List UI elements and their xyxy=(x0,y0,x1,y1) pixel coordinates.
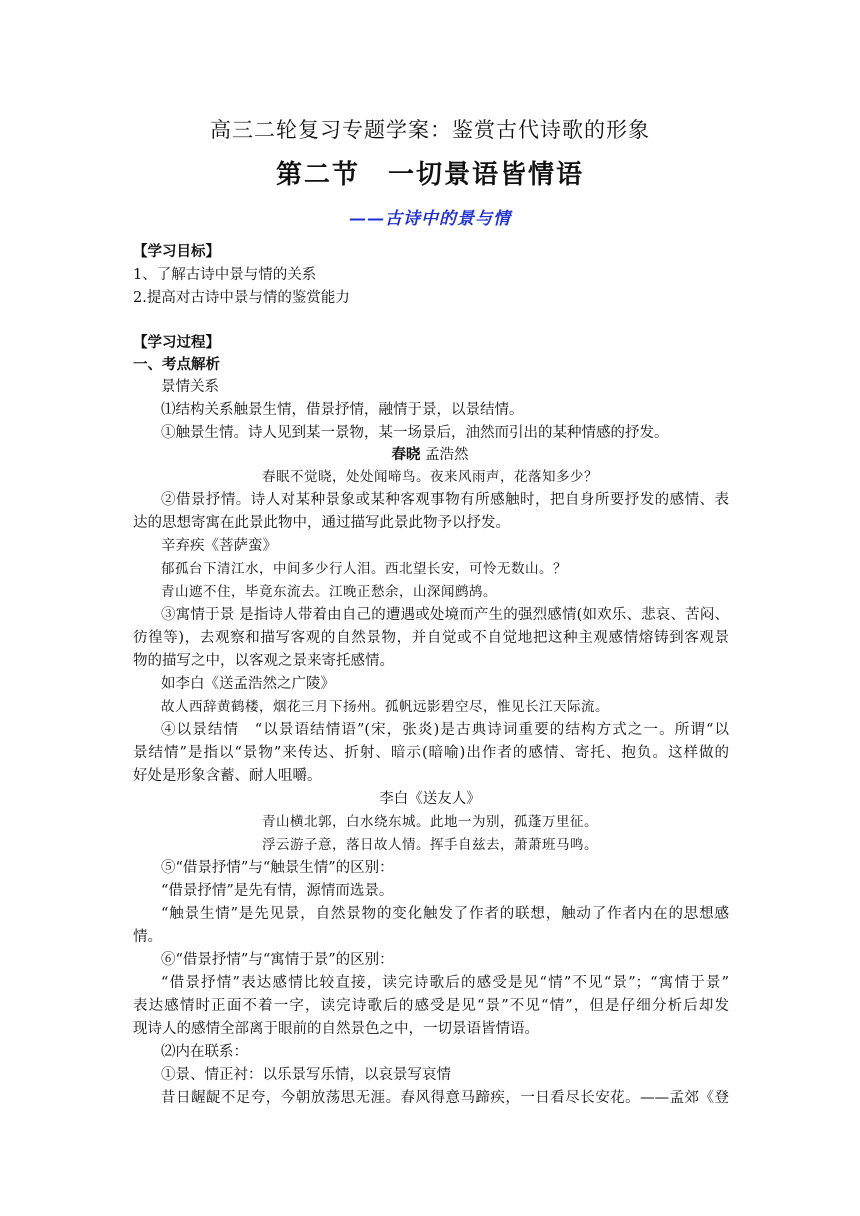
paragraph: ①触景生情。诗人见到某一景物，某一场景后，油然而引出的某种情感的抒发。 xyxy=(161,425,669,441)
part-heading: 一、考点解析 xyxy=(133,356,220,373)
poem-title: 春晓 xyxy=(391,446,421,463)
objectives-heading: 【学习目标】 xyxy=(133,243,220,260)
poem-line: 春眠不觉晓，处处闻啼鸟。夜来风雨声，花落知多少？ xyxy=(262,469,598,485)
paragraph: 情。 xyxy=(133,929,162,945)
poem-heading xyxy=(0,444,860,466)
section-title: 第二节 一切景语皆情语 xyxy=(275,160,584,190)
paragraph: ②借景抒情。诗人对某种景象或某种客观事物有所感触时，把自身所要抒发的感情、表 xyxy=(161,492,729,508)
objective-item: 1、了解古诗中景与情的关系 xyxy=(133,267,317,283)
process-heading: 【学习过程】 xyxy=(133,334,220,351)
paragraph: 达的思想寄寓在此景此物中，通过描写此景此物予以抒发。 xyxy=(133,515,510,531)
paragraph: 景结情”是指以“景物”来传达、折射、暗示(暗喻)出作者的感情、寄托、抱负。这样做的 xyxy=(133,745,729,761)
paragraph: 好处是形象含蓄、耐人咀嚼。 xyxy=(133,768,322,784)
paragraph: ⑴结构关系触景生情，借景抒情，融情于景，以景结情。 xyxy=(161,402,524,418)
paragraph: “触景生情”是先见景，自然景物的变化触发了作者的联想，触动了作者内在的思想感 xyxy=(161,906,729,922)
topic-label: 景情关系 xyxy=(161,379,219,395)
poem-title: 如李白《送孟浩然之广陵》 xyxy=(161,676,335,692)
paragraph: “借景抒情”表达感情比较直接，读完诗歌后的感受是见“情”不见“景”；“寓情于景” xyxy=(161,975,729,991)
paragraph: 物的描写之中，以客观之景来寄托感情。 xyxy=(133,653,394,669)
poem-line: 浮云游子意，落日故人情。挥手自兹去，萧萧班马鸣。 xyxy=(262,837,598,853)
poem-line: 故人西辞黄鹤楼，烟花三月下扬州。孤帆远影碧空尽，惟见长江天际流。 xyxy=(161,699,609,715)
document-title: 高三二轮复习专题学案：鉴赏古代诗歌的形象 xyxy=(210,118,650,142)
poem-line: 青山横北郭，白水绕东城。此地一为别，孤蓬万里征。 xyxy=(262,814,598,830)
paragraph: “借景抒情”是先有情，源情而选景。 xyxy=(161,883,394,899)
paragraph: 彷徨等)，去观察和描写客观的自然景物，并自觉或不自觉地把这种主观感情熔铸到客观景 xyxy=(133,630,729,646)
poem-author: 孟浩然 xyxy=(425,447,469,463)
paragraph: ③寓情于景 是指诗人带着由自己的遭遇或处境而产生的强烈感情(如欢乐、悲哀、苦闷、 xyxy=(161,607,729,623)
subtitle: ——古诗中的景与情 xyxy=(349,209,511,229)
paragraph: ⑥“借景抒情”与“寓情于景”的区别： xyxy=(161,952,394,968)
paragraph: 现诗人的感情全部离于眼前的自然景色之中，一切景语皆情语。 xyxy=(133,1021,539,1037)
paragraph: 表达感情时正面不着一字，读完诗歌后的感受是见“景”不见“情”，但是仔细分析后却发 xyxy=(133,998,729,1014)
paragraph: 昔日龌龊不足夸，今朝放荡思无涯。春风得意马蹄疾，一日看尽长安花。——孟郊《登 xyxy=(161,1090,729,1106)
paragraph: ④以景结情 “以景语结情语”(宋，张炎)是古典诗词重要的结构方式之一。所谓“以 xyxy=(161,722,729,738)
paragraph: ⑤“借景抒情”与“触景生情”的区别： xyxy=(161,860,394,876)
objective-item: 2.提高对古诗中景与情的鉴赏能力 xyxy=(133,290,350,306)
paragraph: ①景、情正衬：以乐景写乐情，以哀景写哀情 xyxy=(161,1067,451,1083)
paragraph: ⑵内在联系： xyxy=(161,1044,248,1060)
poem-title: 李白《送友人》 xyxy=(379,791,481,807)
poem-line: 青山遮不住，毕竟东流去。江晚正愁余，山深闻鹧鸪。 xyxy=(161,584,497,600)
poem-title: 辛弃疾《菩萨蛮》 xyxy=(161,538,277,554)
poem-line: 郁孤台下清江水，中间多少行人泪。西北望长安，可怜无数山。？ xyxy=(161,561,567,577)
